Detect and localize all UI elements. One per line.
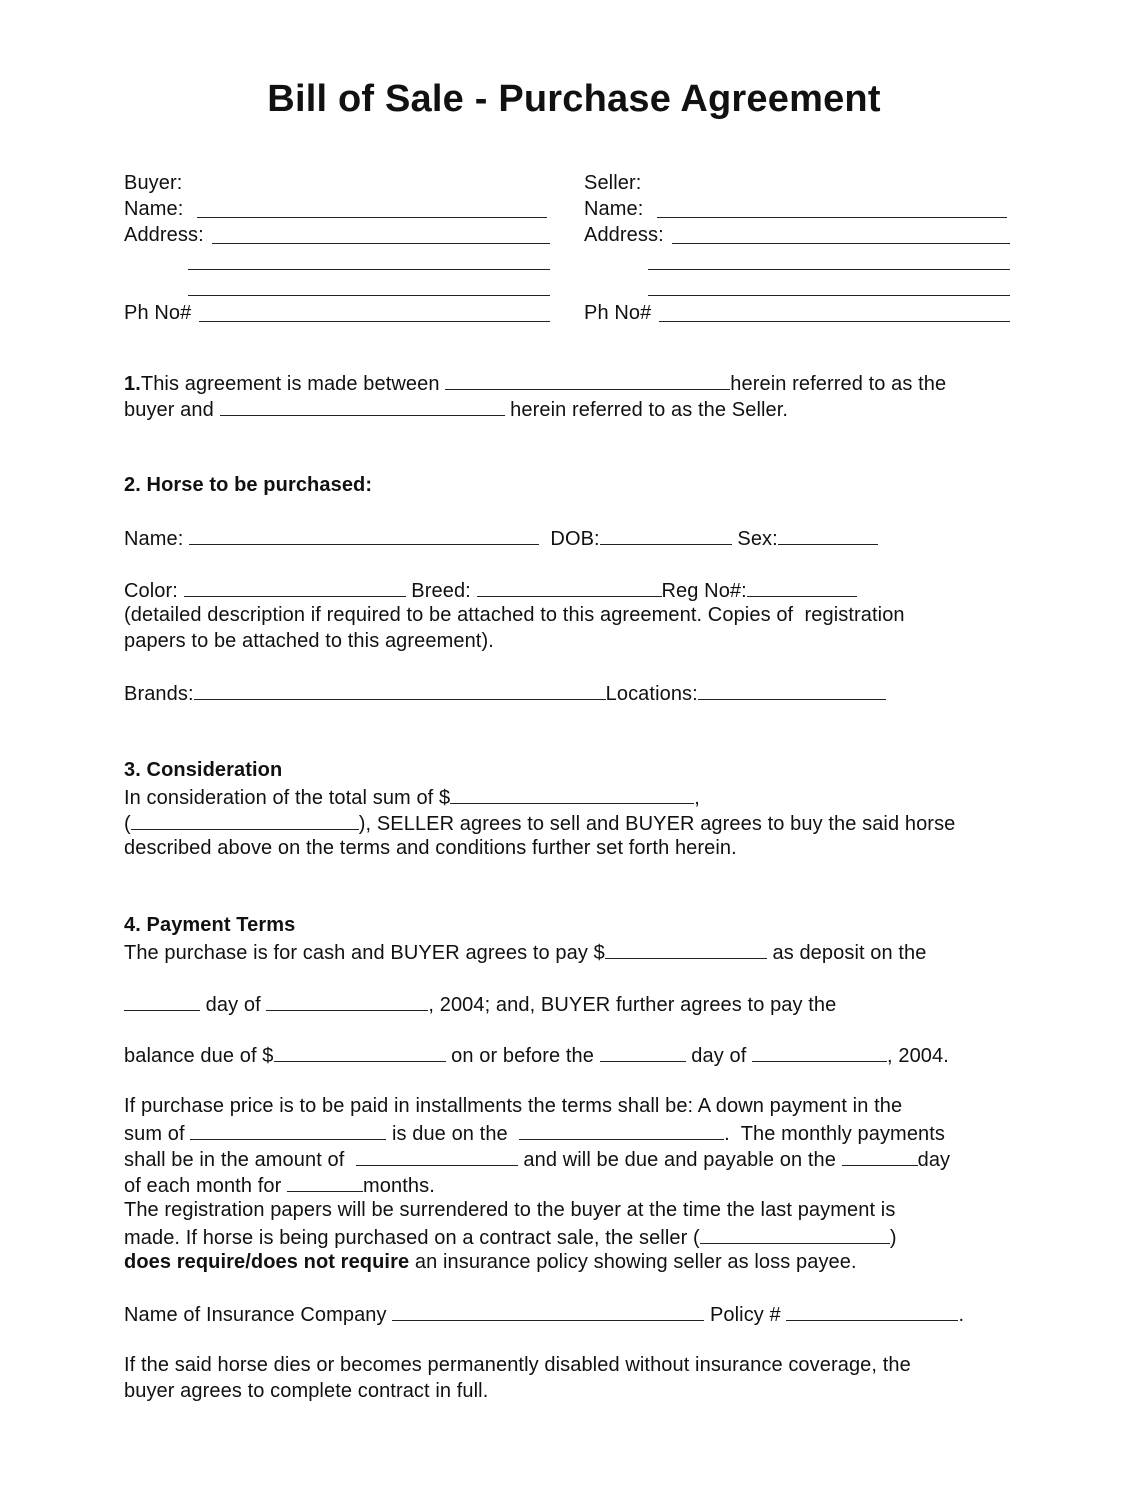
horse-color-field[interactable]	[184, 576, 406, 597]
buyer-phone-label: Ph No#	[124, 302, 192, 324]
seller-name-label: Name:	[584, 198, 644, 220]
balance-day-field[interactable]	[600, 1041, 686, 1062]
deposit-amount-field[interactable]	[605, 938, 767, 959]
policy-number-field[interactable]	[786, 1300, 958, 1321]
section3-heading: 3. Consideration	[124, 759, 283, 781]
section4-heading: 4. Payment Terms	[124, 914, 296, 936]
registration-line1: The registration papers will be surrendered to the buyer at the time the last payment is	[124, 1199, 896, 1221]
monthly-amount-field[interactable]	[356, 1145, 518, 1166]
section1-line1: 1.This agreement is made between herein referred to as the	[124, 369, 946, 397]
buyer-phone-field[interactable]	[199, 321, 550, 322]
buyer-name-field[interactable]	[197, 217, 547, 218]
agreement-seller-field[interactable]	[220, 395, 505, 416]
buyer-address-label: Address:	[124, 224, 204, 246]
horse-sex-field[interactable]	[778, 524, 878, 545]
seller-requirement-field[interactable]	[700, 1223, 890, 1244]
installments-line3: shall be in the amount of and will be due and payable on the day	[124, 1145, 950, 1173]
months-count-field[interactable]	[287, 1171, 363, 1192]
horse-note-line2: papers to be attached to this agreement).	[124, 630, 494, 652]
payment-line1: The purchase is for cash and BUYER agrees to pay $ as deposit on the	[124, 938, 927, 966]
page-title: Bill of Sale - Purchase Agreement	[267, 78, 881, 120]
seller-address-field-1[interactable]	[672, 243, 1010, 244]
horse-name-field[interactable]	[189, 524, 539, 545]
horse-locations-field[interactable]	[698, 679, 886, 700]
final-line2: buyer agrees to complete contract in full.	[124, 1380, 489, 1402]
registration-line3: does require/does not require an insurance policy showing seller as loss payee.	[124, 1251, 857, 1273]
horse-row2: Color: Breed: Reg No#:	[124, 576, 857, 604]
section1-number: 1.	[124, 373, 141, 395]
insurance-company-field[interactable]	[392, 1300, 704, 1321]
consideration-line2: ( ), SELLER agrees to sell and BUYER agrees to buy the said horse	[124, 809, 955, 837]
deposit-month-field[interactable]	[266, 990, 428, 1011]
section1-line2: buyer and herein referred to as the Seller.	[124, 395, 788, 423]
seller-phone-label: Ph No#	[584, 302, 652, 324]
horse-note-line1: (detailed description if required to be attached to this agreement. Copies of registration	[124, 604, 905, 626]
seller-address-field-3[interactable]	[648, 295, 1010, 296]
buyer-heading: Buyer:	[124, 172, 183, 194]
monthly-day-field[interactable]	[842, 1145, 918, 1166]
down-payment-date-field[interactable]	[519, 1119, 724, 1140]
seller-address-field-2[interactable]	[648, 269, 1010, 270]
buyer-address-field-3[interactable]	[188, 295, 550, 296]
installments-line4: of each month for months.	[124, 1171, 435, 1199]
horse-row1: Name: DOB: Sex:	[124, 524, 878, 552]
balance-month-field[interactable]	[752, 1041, 887, 1062]
deposit-day-field[interactable]	[124, 990, 200, 1011]
seller-heading: Seller:	[584, 172, 642, 194]
total-sum-words-field[interactable]	[131, 809, 359, 830]
consideration-line1: In consideration of the total sum of $ ,	[124, 783, 700, 811]
horse-brands-field[interactable]	[194, 679, 606, 700]
horse-row3: Brands: Locations:	[124, 679, 886, 707]
payment-line2: day of , 2004; and, BUYER further agrees to pay the	[124, 990, 836, 1018]
consideration-line3: described above on the terms and conditions further set forth herein.	[124, 837, 737, 859]
installments-line2: sum of is due on the . The monthly payments	[124, 1119, 945, 1147]
installments-line1: If purchase price is to be paid in installments the terms shall be: A down payment in the	[124, 1095, 903, 1117]
buyer-address-field-1[interactable]	[212, 243, 550, 244]
seller-address-label: Address:	[584, 224, 664, 246]
insurance-requirement-option[interactable]: does require/does not require	[124, 1251, 410, 1273]
balance-amount-field[interactable]	[274, 1041, 446, 1062]
agreement-buyer-field[interactable]	[445, 369, 730, 390]
final-line1: If the said horse dies or becomes permanently disabled without insurance coverage, the	[124, 1354, 911, 1376]
registration-line2: made. If horse is being purchased on a contract sale, the seller ( )	[124, 1223, 897, 1251]
buyer-name-label: Name:	[124, 198, 184, 220]
horse-reg-field[interactable]	[747, 576, 857, 597]
payment-line3: balance due of $ on or before the day of , 2004.	[124, 1041, 949, 1069]
total-sum-field[interactable]	[450, 783, 694, 804]
seller-name-field[interactable]	[657, 217, 1007, 218]
down-payment-field[interactable]	[190, 1119, 386, 1140]
horse-breed-field[interactable]	[477, 576, 662, 597]
insurance-line: Name of Insurance Company Policy # .	[124, 1300, 964, 1328]
seller-phone-field[interactable]	[659, 321, 1010, 322]
buyer-address-field-2[interactable]	[188, 269, 550, 270]
section2-heading: 2. Horse to be purchased:	[124, 474, 373, 496]
horse-dob-field[interactable]	[600, 524, 732, 545]
